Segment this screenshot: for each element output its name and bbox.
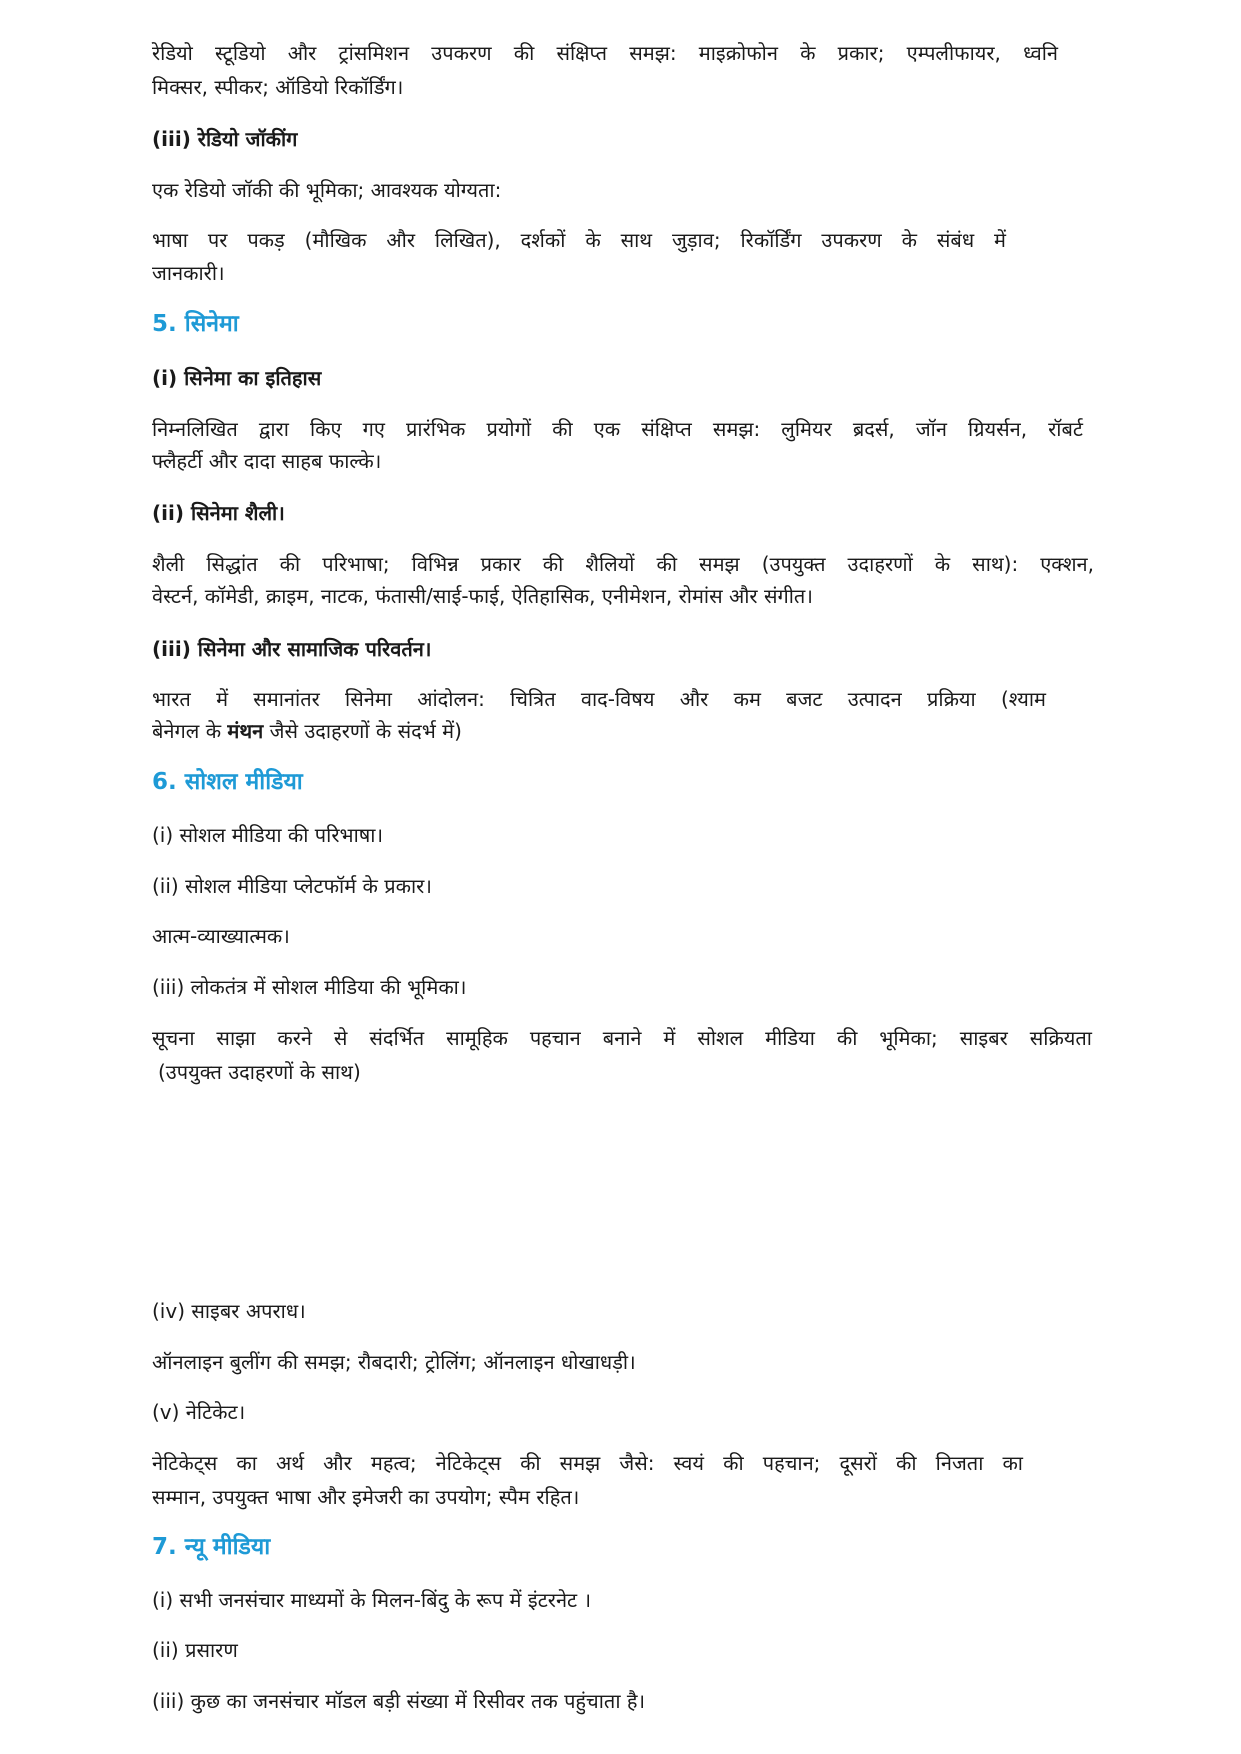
paragraph-line: सम्मान, उपयुक्त भाषा और इमेजरी का उपयोग; स्पैम रहित। <box>152 1485 580 1509</box>
text-run: जैसे उदाहरणों के संदर्भ में) <box>269 719 462 743</box>
section-title-cinema: 5. सिनेमा <box>152 311 239 337</box>
subheading-social-media-definition: (i) सोशल मीडिया की परिभाषा। <box>152 823 384 847</box>
film-title-emphasis: मंथन <box>227 719 264 743</box>
subheading-cinema-social-change: (iii) सिनेमा और सामाजिक परिवर्तन। <box>152 637 432 661</box>
paragraph-line: (उपयुक्त उदाहरणों के साथ) <box>158 1060 361 1084</box>
subheading-radio-jockeying: (iii) रेडियो जॉकींग <box>152 127 298 151</box>
section-title-new-media: 7. न्यू मीडिया <box>152 1534 271 1560</box>
paragraph-line: नेटिकेट्स का अर्थ और महत्व; नेटिकेट्स की समझ जैसे: स्वयं की पहचान; दूसरों की निजता का <box>152 1451 1023 1475</box>
list-item: (ii) प्रसारण <box>152 1638 238 1662</box>
paragraph-line <box>152 715 462 747</box>
paragraph-line: जानकारी। <box>152 261 225 285</box>
text-run: बेनेगल के <box>152 719 222 743</box>
paragraph-line: ऑनलाइन बुलींग की समझ; रौबदारी; ट्रोलिंग; ऑनलाइन धोखाधड़ी। <box>152 1350 636 1374</box>
subheading-cinema-genre: (ii) सिनेमा शैली। <box>152 501 285 525</box>
paragraph-line: मिक्सर, स्पीकर; ऑडियो रिकॉर्डिंग। <box>152 75 404 99</box>
paragraph-line: निम्नलिखित द्वारा किए गए प्रारंभिक प्रयोगों की एक संक्षिप्त समझ: लुमियर ब्रदर्स, जॉन ग्रियर्सन, रॉबर्ट <box>152 417 1083 441</box>
section-title-social-media: 6. सोशल मीडिया <box>152 769 303 795</box>
paragraph-line: वेस्टर्न, कॉमेडी, क्राइम, नाटक, फंतासी/साई-फाई, ऐतिहासिक, एनीमेशन, रोमांस और संगीत। <box>152 584 813 608</box>
paragraph-line: फ्लैहर्टी और दादा साहब फाल्के। <box>152 449 382 473</box>
subheading-social-media-platforms: (ii) सोशल मीडिया प्लेटफॉर्म के प्रकार। <box>152 874 432 898</box>
list-item: (iii) कुछ का जनसंचार मॉडल बड़ी संख्या में रिसीवर तक पहुंचाता है। <box>152 1689 646 1713</box>
paragraph-line: रेडियो स्टूडियो और ट्रांसमिशन उपकरण की संक्षिप्त समझ: माइक्रोफोन के प्रकार; एम्पलीफायर, ध्वनि <box>152 41 1058 65</box>
subheading-cinema-history: (i) सिनेमा का इतिहास <box>152 366 322 390</box>
subheading-social-media-democracy: (iii) लोकतंत्र में सोशल मीडिया की भूमिका। <box>152 975 467 999</box>
paragraph-line: भारत में समानांतर सिनेमा आंदोलन: चित्रित वाद-विषय और कम बजट उत्पादन प्रक्रिया (श्याम <box>152 687 1046 711</box>
list-item: (i) सभी जनसंचार माध्यमों के मिलन-बिंदु के रूप में इंटरनेट । <box>152 1588 592 1612</box>
paragraph-line: सूचना साझा करने से संदर्भित सामूहिक पहचान बनाने में सोशल मीडिया की भूमिका; साइबर सक्रियता <box>152 1026 1092 1050</box>
subheading-cybercrime: (iv) साइबर अपराध। <box>152 1299 306 1323</box>
paragraph-line: शैली सिद्धांत की परिभाषा; विभिन्न प्रकार की शैलियों की समझ (उपयुक्त उदाहरणों के साथ): एक्शन, <box>152 552 1094 576</box>
subheading-netiquette: (v) नेटिकेट। <box>152 1400 246 1424</box>
paragraph-line: एक रेडियो जॉकी की भूमिका; आवश्यक योग्यता: <box>152 178 502 202</box>
paragraph-line: आत्म-व्याख्यात्मक। <box>152 924 290 948</box>
paragraph-line: भाषा पर पकड़ (मौखिक और लिखित), दर्शकों के साथ जुड़ाव; रिकॉर्डिंग उपकरण के संबंध में <box>152 228 1006 252</box>
